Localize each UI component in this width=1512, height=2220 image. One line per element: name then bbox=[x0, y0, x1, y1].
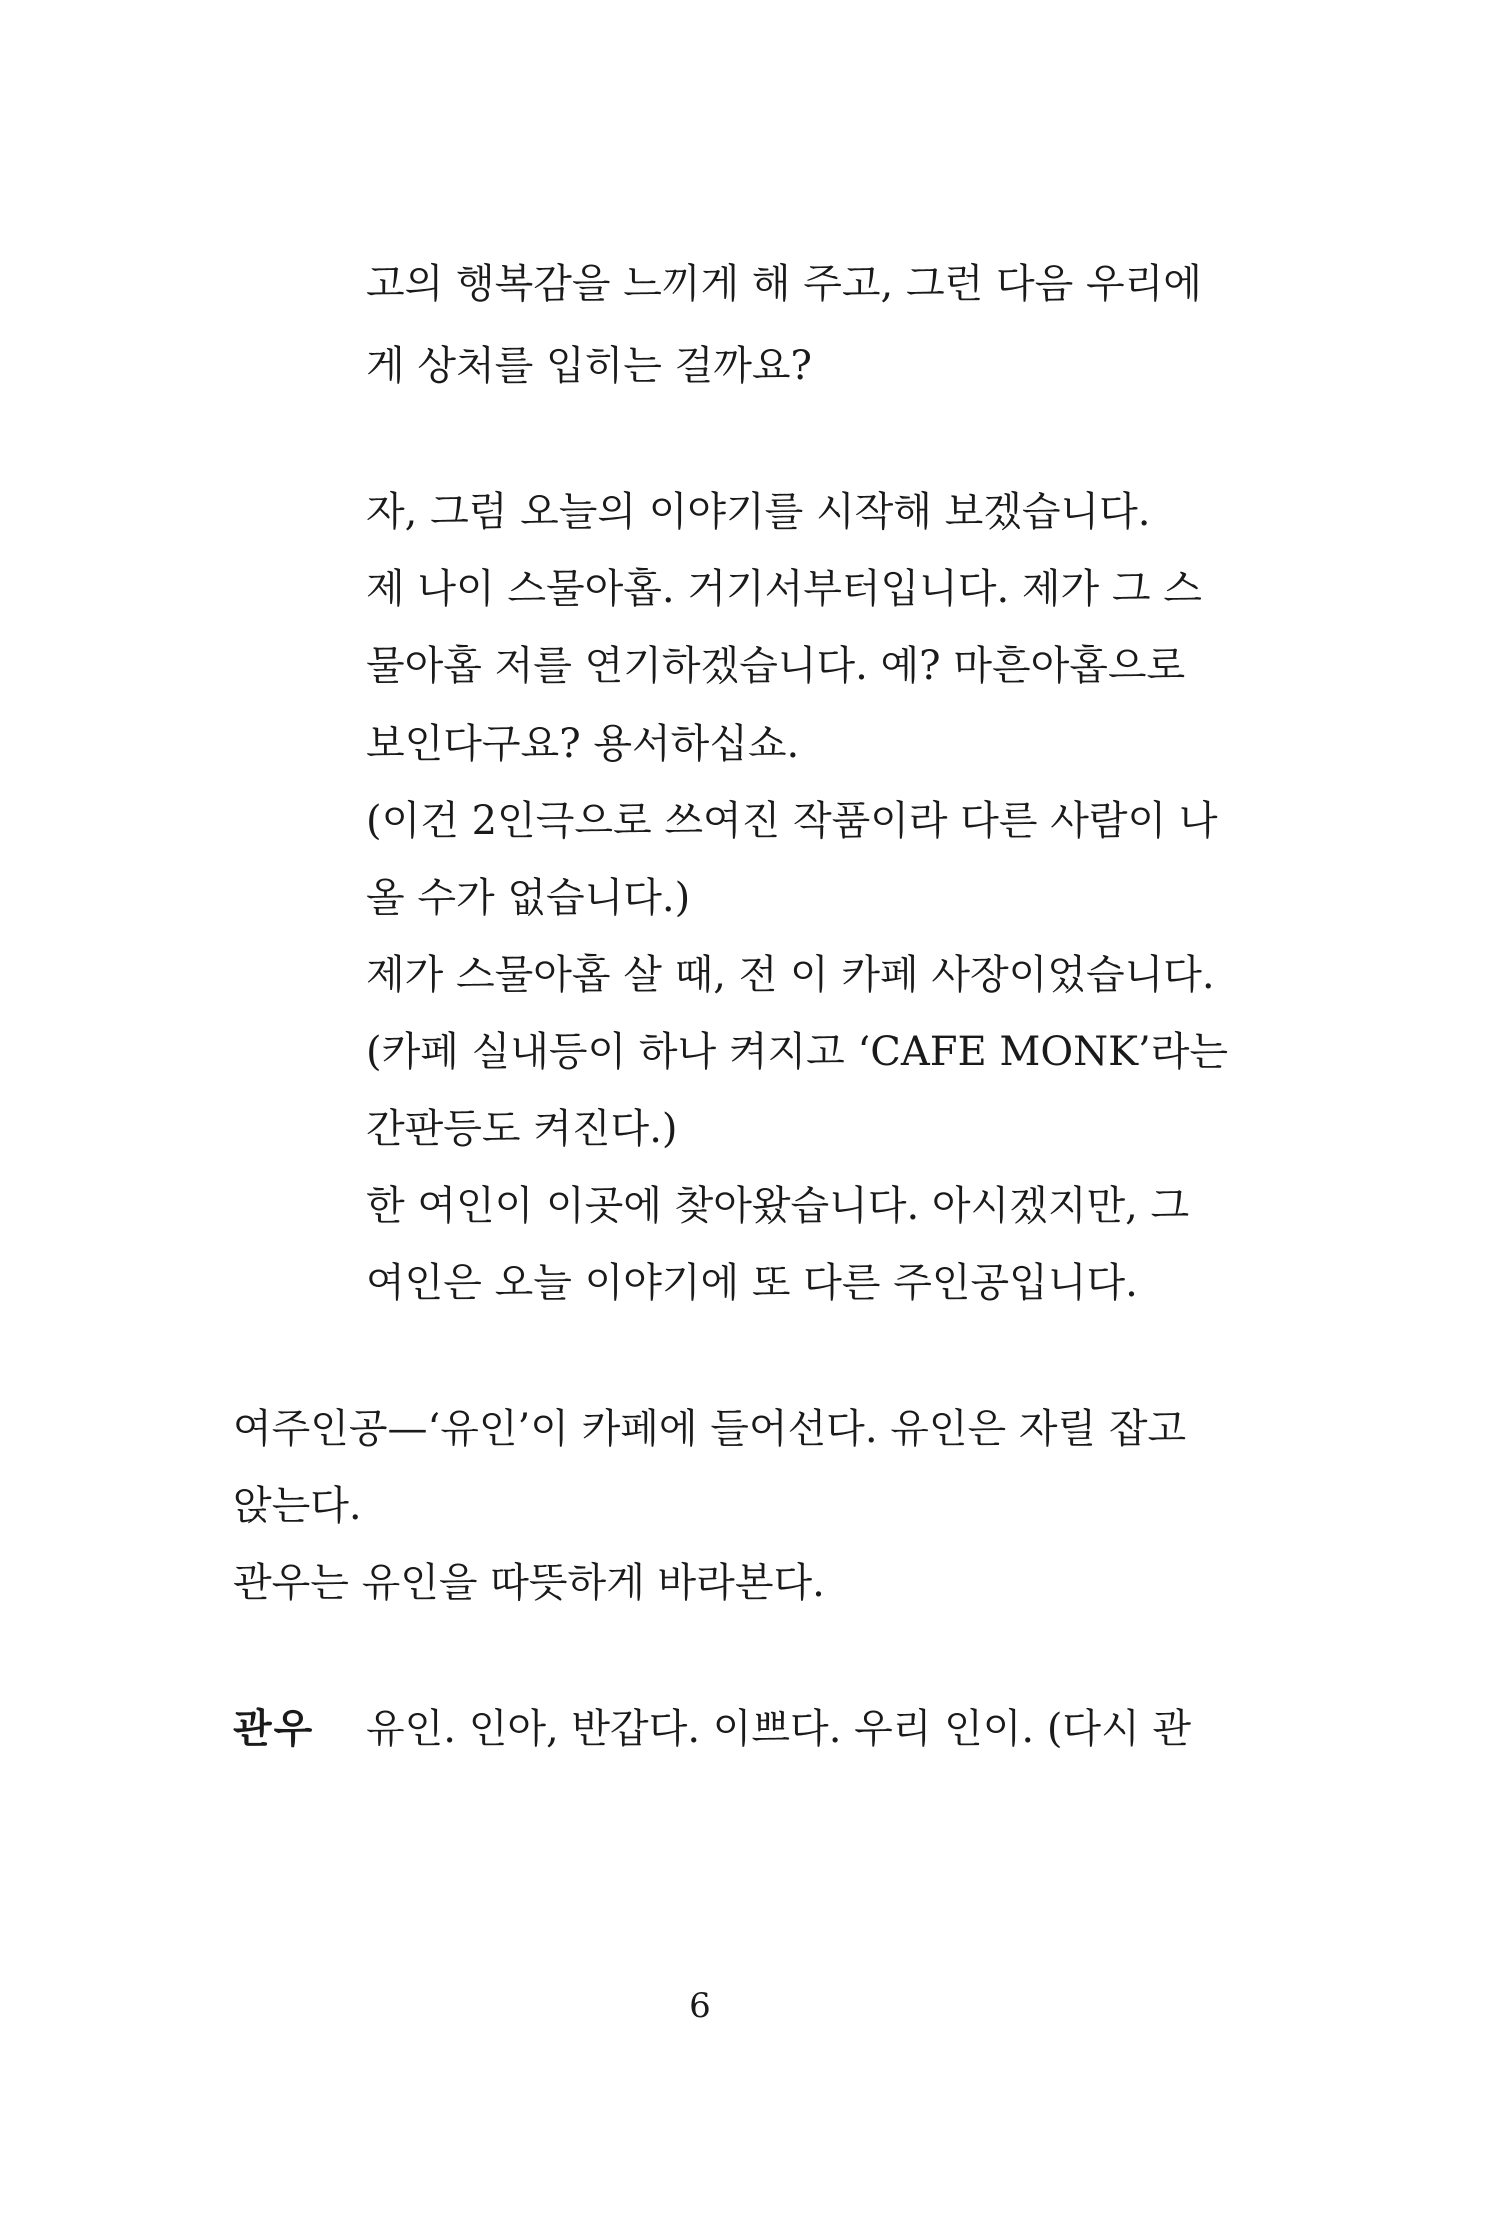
monologue-line: 여인은 오늘 이야기에 또 다른 주인공입니다. bbox=[366, 1260, 1138, 1306]
stage-direction: 여주인공—‘유인’이 카페에 들어선다. 유인은 자릴 잡고 bbox=[233, 1406, 1187, 1452]
monologue-line: 제 나이 스물아홉. 거기서부터입니다. 제가 그 스 bbox=[366, 566, 1202, 612]
stage-direction-inline: 올 수가 없습니다.) bbox=[366, 875, 691, 921]
monologue-line: 한 여인이 이곳에 찾아왔습니다. 아시겠지만, 그 bbox=[366, 1183, 1190, 1229]
stage-direction: 관우는 유인을 따뜻하게 바라본다. bbox=[233, 1560, 825, 1606]
monologue-line: 자, 그럼 오늘의 이야기를 시작해 보겠습니다. bbox=[366, 489, 1151, 535]
monologue-line: 보인다구요? 용서하십쇼. bbox=[366, 721, 800, 767]
monologue-line: 물아홉 저를 연기하겠습니다. 예? 마흔아홉으로 bbox=[366, 643, 1186, 689]
stage-direction-inline: (이건 2인극으로 쓰여진 작품이라 다른 사람이 나 bbox=[366, 798, 1218, 844]
monologue-line: 고의 행복감을 느끼게 해 주고, 그런 다음 우리에 bbox=[366, 261, 1202, 307]
stage-direction-inline: 간판등도 켜진다.) bbox=[366, 1106, 678, 1152]
page-number: 6 bbox=[689, 1986, 711, 2026]
monologue-line: 게 상처를 입히는 걸까요? bbox=[366, 343, 812, 389]
monologue-line: 제가 스물아홉 살 때, 전 이 카페 사장이었습니다. bbox=[366, 952, 1215, 998]
stage-direction: 앉는다. bbox=[233, 1483, 362, 1529]
speaker-name: 관우 bbox=[233, 1706, 315, 1752]
stage-direction-inline: (카페 실내등이 하나 켜지고 ‘CAFE MONK’라는 bbox=[366, 1029, 1229, 1075]
dialogue-line: 유인. 인아, 반갑다. 이쁘다. 우리 인이. (다시 관 bbox=[366, 1706, 1192, 1752]
